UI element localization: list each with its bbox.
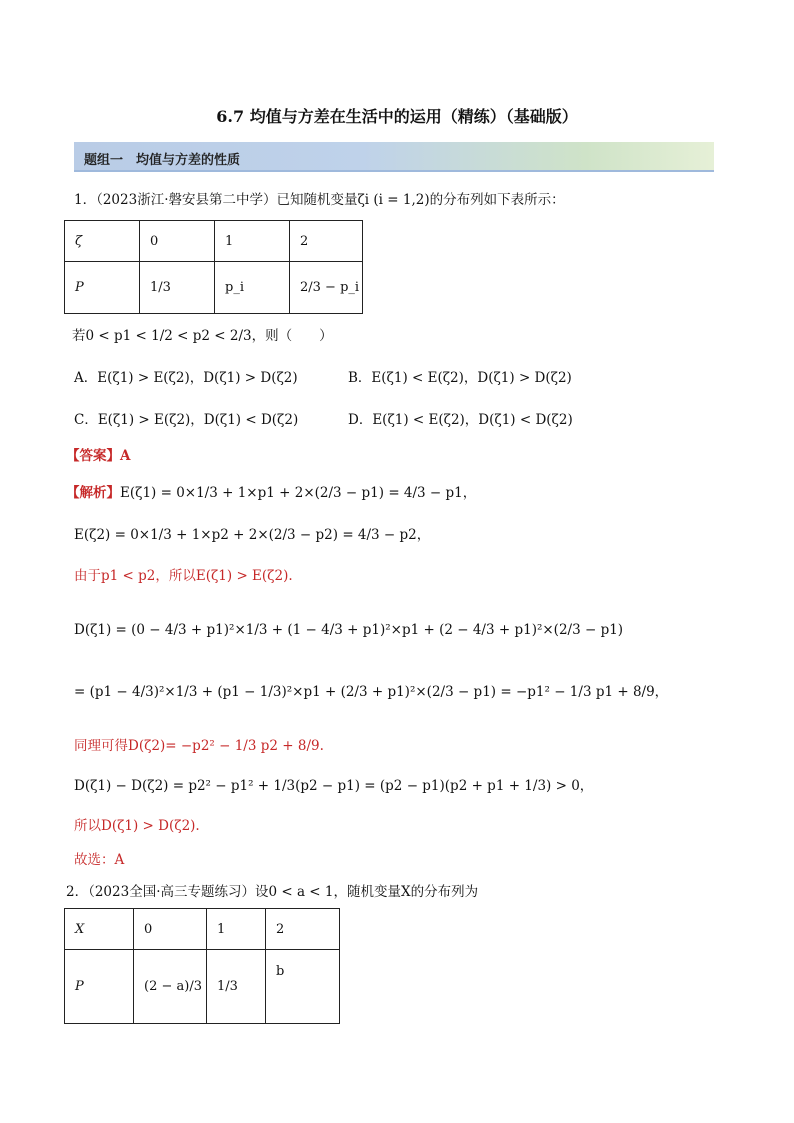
q1-answer-label: 【答案】 bbox=[66, 448, 120, 464]
q1-step-e1: E(ζ1) = 0×1/3 + 1×p1 + 2×(2/3 − p1) = 4/3 − p1， bbox=[120, 485, 477, 501]
q2-header-var: X bbox=[75, 921, 85, 937]
section-banner bbox=[74, 142, 714, 172]
q2-header-1: 1 bbox=[207, 909, 266, 950]
q1-step-choose: 故选：A bbox=[74, 852, 125, 868]
q2-row-label: P bbox=[75, 979, 84, 994]
q1-row-label: P bbox=[75, 280, 84, 295]
q1-step-diff: D(ζ1) − D(ζ2) = p2² − p1² + 1/3(p2 − p1) = (p2 − p1)(p2 + p1 + 1/3) > 0， bbox=[74, 778, 594, 794]
q1-prob-0: 1/3 bbox=[140, 262, 215, 314]
q1-analysis-line1 bbox=[66, 483, 476, 503]
q1-step-d1: D(ζ1) = (0 − 4/3 + p1)²×1/3 + (1 − 4/3 + p1)²×p1 + (2 − 4/3 + p1)²×(2/3 − p1) bbox=[74, 622, 624, 638]
q1-option-d: D．E(ζ1) < E(ζ2)，D(ζ1) < D(ζ2) bbox=[348, 412, 573, 428]
q2-prob-1: 1/3 bbox=[207, 950, 266, 1024]
section-title: 题组一 均值与方差的性质 bbox=[84, 153, 241, 168]
q1-step-so: 所以D(ζ1) > D(ζ2). bbox=[74, 818, 200, 834]
q1-distribution-table bbox=[64, 220, 363, 314]
q1-header-var: ζ bbox=[75, 233, 83, 249]
q1-prob-2: 2/3 − p_i bbox=[290, 262, 363, 314]
q2-prob-0: (2 − a)/3 bbox=[134, 950, 207, 1024]
q1-analysis-label: 【解析】 bbox=[66, 485, 120, 501]
q1-step-same: 同理可得D(ζ2)= −p2² − 1/3 p2 + 8/9. bbox=[74, 738, 324, 754]
q1-condition: 若0 < p1 < 1/2 < p2 < 2/3，则（ ） bbox=[72, 328, 333, 344]
q1-step-since: 由于p1 < p2，所以E(ζ1) > E(ζ2). bbox=[74, 568, 293, 584]
q1-prob-1: p_i bbox=[215, 262, 290, 314]
q1-step-e2: E(ζ2) = 0×1/3 + 1×p2 + 2×(2/3 − p2) = 4/3 − p2， bbox=[74, 527, 431, 543]
q1-option-c: C．E(ζ1) > E(ζ2)，D(ζ1) < D(ζ2) bbox=[74, 412, 299, 428]
q1-stem: 1．（2023浙江·磐安县第二中学）已知随机变量ζi (i = 1,2)的分布列如下表所示： bbox=[74, 192, 565, 208]
page-title: 6.7 均值与方差在生活中的运用（精练）（基础版） bbox=[216, 107, 578, 126]
q1-header-0: 0 bbox=[140, 221, 215, 262]
q2-stem: 2．（2023全国·高三专题练习）设0 < a < 1，随机变量X的分布列为 bbox=[66, 884, 479, 900]
q2-header-2: 2 bbox=[266, 909, 340, 950]
q1-option-b: B．E(ζ1) < E(ζ2)，D(ζ1) > D(ζ2) bbox=[348, 370, 572, 386]
q2-header-0: 0 bbox=[134, 909, 207, 950]
q1-header-2: 2 bbox=[290, 221, 363, 262]
q1-answer bbox=[66, 446, 130, 466]
q1-answer-value: A bbox=[120, 448, 131, 464]
q1-option-a: A．E(ζ1) > E(ζ2)，D(ζ1) > D(ζ2) bbox=[74, 370, 298, 386]
q2-prob-2: b bbox=[266, 950, 340, 1024]
q1-step-d1-simplified: = (p1 − 4/3)²×1/3 + (p1 − 1/3)²×p1 + (2/3 + p1)²×(2/3 − p1) = −p1² − 1/3 p1 + 8/9， bbox=[74, 684, 669, 700]
q2-distribution-table bbox=[64, 908, 340, 1024]
q1-header-1: 1 bbox=[215, 221, 290, 262]
